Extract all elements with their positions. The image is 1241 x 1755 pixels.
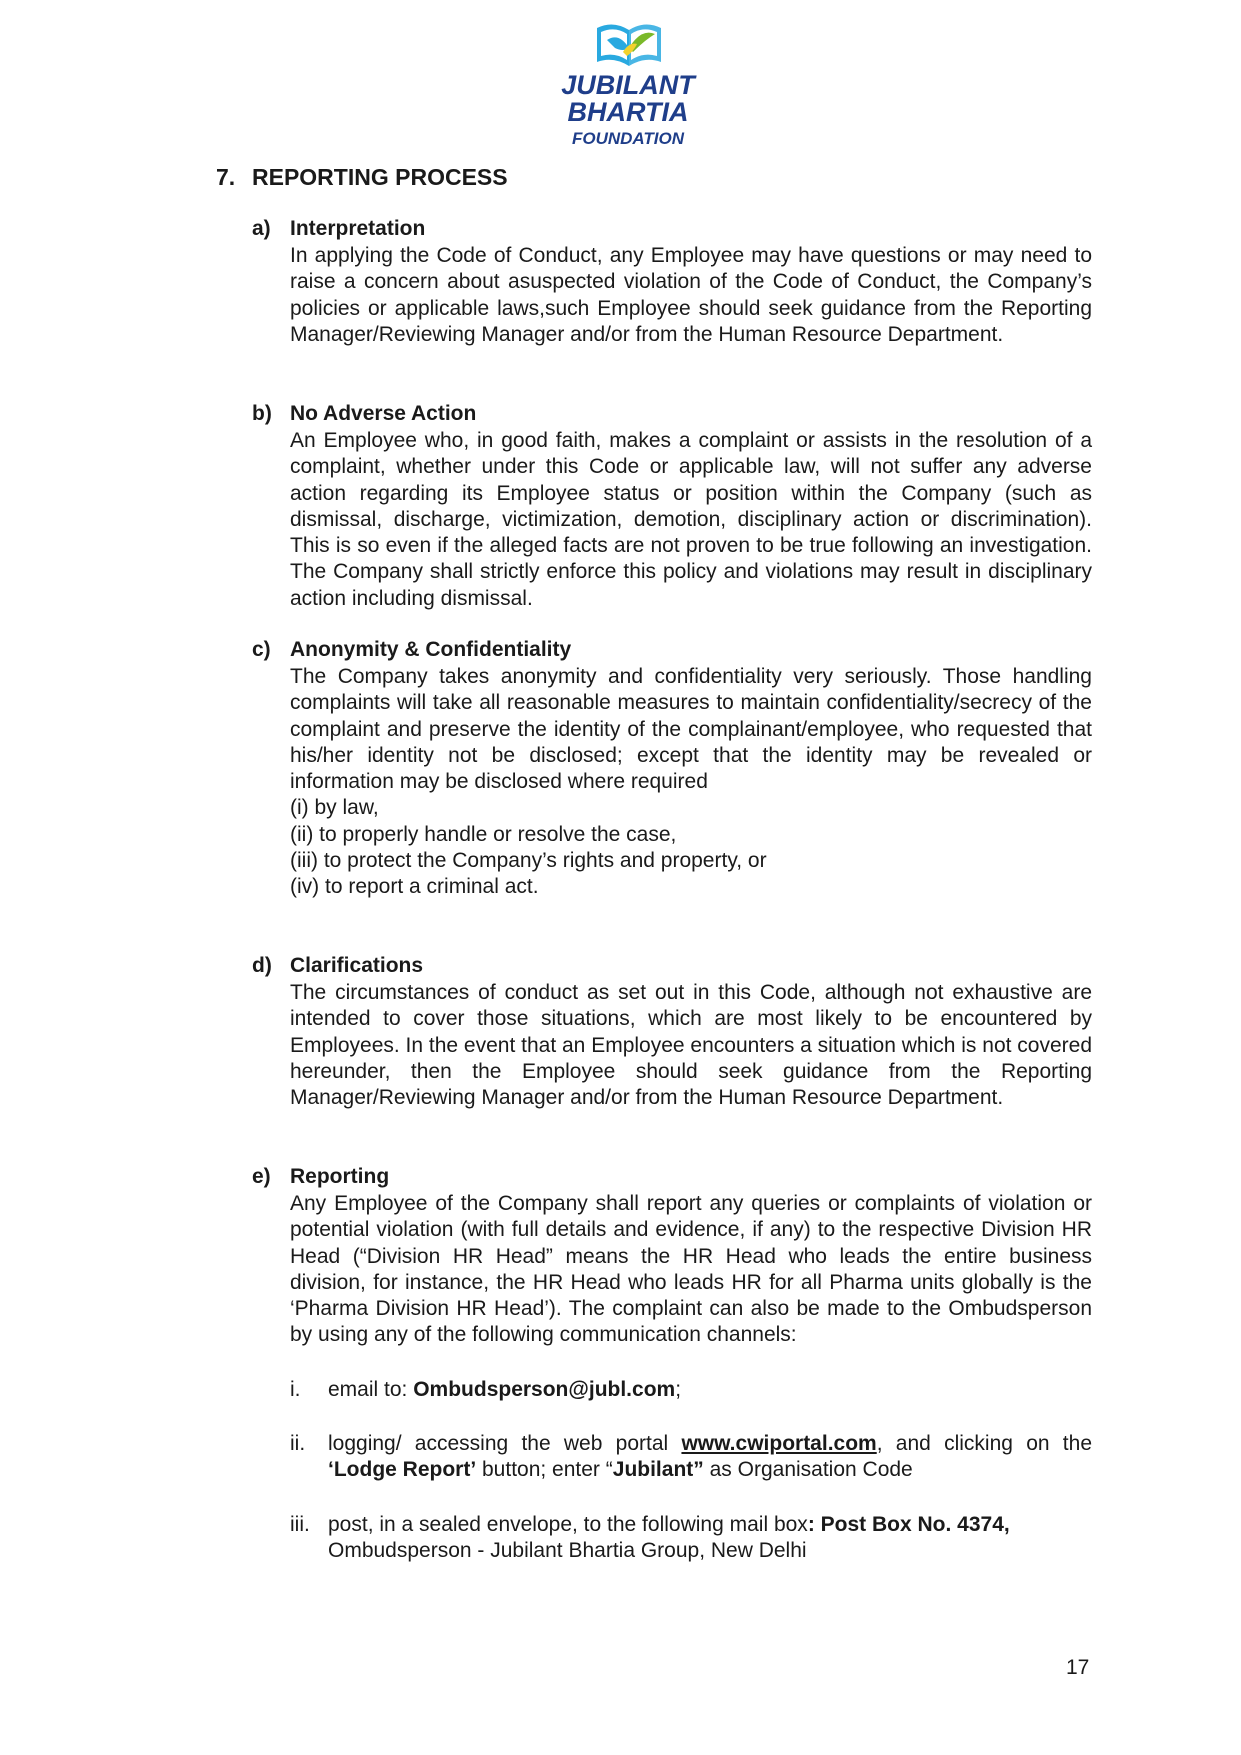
paragraph: In applying the Code of Conduct, any Employee may have questions or may need to raise a concern about asuspected violation of the Code of Conduct, the Company’s policies or applicable laws,such Employee should seek guidance from the Reporting Manager/Reviewing Manager and/or from the Human Resource Department.: [290, 244, 1092, 346]
heading-number: 7.: [216, 164, 236, 190]
email-link[interactable]: Ombudsperson@jubl.com: [413, 1378, 676, 1401]
section-clarifications: [252, 952, 1092, 1111]
channel-post: iii. post, in a sealed envelope, to the following mail box: Post Box No. 4374, Ombudsperson - Jubilant Bhartia Group, New Delhi: [290, 1513, 1010, 1563]
heading-title: REPORTING PROCESS: [252, 164, 508, 190]
paragraph: Any Employee of the Company shall report any queries or complaints of violation or potential violation (with full details and evidence, if any) to the respective Division HR Head (“Division HR Head” means the HR Head who leads the entire business division, for instance, the HR Head who leads HR for all Pharma units globally is the ‘Pharma Division HR Head’). The complaint can also be made to the Ombudsperson by using any of the following communication channels:: [290, 1192, 1092, 1347]
section-interpretation: [252, 215, 1092, 348]
section-no-adverse-action: [252, 400, 1092, 612]
subsection-heading: c) Anonymity & Confidentiality: [252, 638, 572, 661]
book-bird-emblem-icon: [593, 18, 665, 72]
subsection-heading: e) Reporting: [252, 1165, 390, 1188]
section-reporting: [252, 1163, 1092, 1349]
channel-web-portal: ii. logging/ accessing the web portal www.cwiportal.com, and clicking on the ‘Lodge Report’ button; enter “Jubilant” as Organisation Code: [290, 1432, 1092, 1482]
section-anonymity: [252, 636, 1092, 901]
list-item: (iii) to protect the Company’s rights and property, or: [290, 849, 767, 873]
paragraph: The circumstances of conduct as set out in this Code, although not exhaustive are intended to cover those situations, which are most likely to be encountered by Employees. In the event that an Employee encounters a situation which is not covered hereunder, then the Employee should seek guidance from the Reporting Manager/Reviewing Manager and/or from the Human Resource Department.: [290, 981, 1092, 1110]
subsection-heading: d) Clarifications: [252, 954, 424, 977]
web-portal-link[interactable]: www.cwiportal.com: [681, 1432, 877, 1455]
paragraph: The Company takes anonymity and confidentiality very seriously. Those handling complaints will take all reasonable measures to maintain confidentiality/secrecy of the complaint and preserve the identity of the complainant/employee, who requested that his/her identity not be disclosed; except that the identity may be revealed or information may be disclosed where required: [290, 665, 1092, 794]
channel-email: i. email to: Ombudsperson@jubl.com;: [290, 1378, 682, 1401]
foundation-logo: [548, 6, 708, 154]
list-item: (i) by law,: [290, 796, 379, 820]
logo-wordmark: JUBILANT BHARTIA FOUNDATION: [561, 70, 695, 148]
section-heading: [216, 164, 508, 191]
subsection-heading: a) Interpretation: [252, 217, 426, 240]
list-item: (ii) to properly handle or resolve the case,: [290, 822, 677, 846]
paragraph: An Employee who, in good faith, makes a complaint or assists in the resolution of a complaint, whether under this Code or applicable law, will not suffer any adverse action regarding its Employee status or position within the Company (such as dismissal, discharge, victimization, demotion, disciplinary action or discrimination). This is so even if the alleged facts are not proven to be true following an investigation. The Company shall strictly enforce this policy and violations may result in disciplinary action including dismissal.: [290, 429, 1092, 610]
subsection-heading: b) No Adverse Action: [252, 402, 477, 425]
page-number: 17: [1066, 1656, 1090, 1679]
list-item: (iv) to report a criminal act.: [290, 875, 539, 899]
